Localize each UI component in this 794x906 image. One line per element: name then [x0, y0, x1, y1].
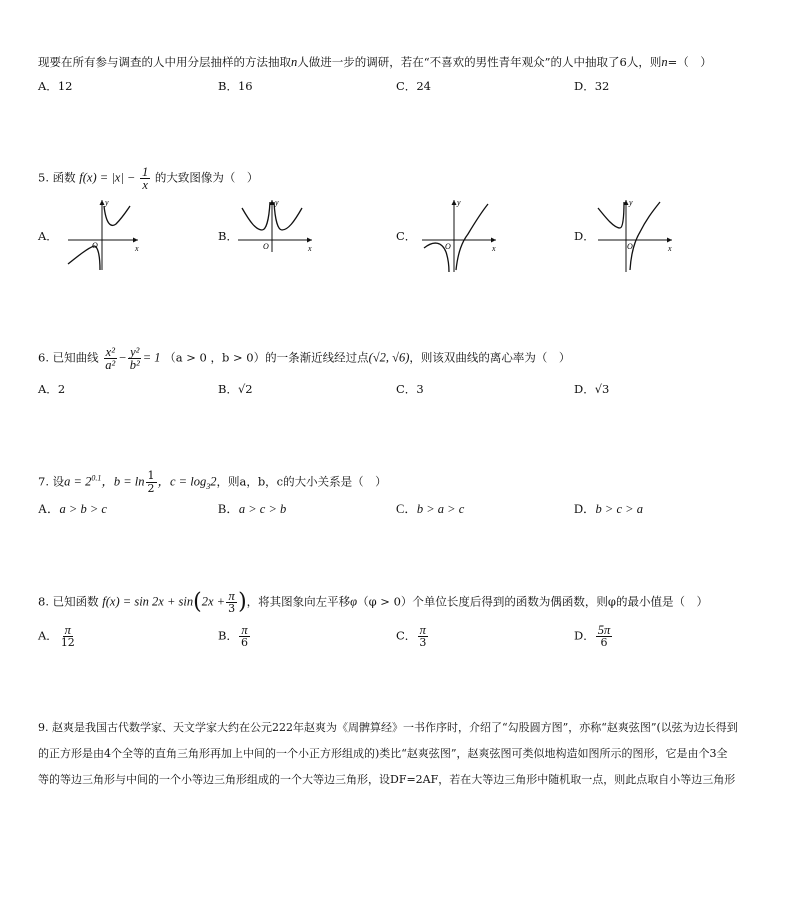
q5-option-b-label[interactable]: B． [218, 229, 238, 243]
axis-x-label: x [135, 244, 139, 253]
q8-option-c[interactable]: C． $\frac{\pi}{3}$ [396, 623, 427, 649]
axis-x-label: x [308, 244, 312, 253]
q8-suffix: 个单位长度后得到的函数为偶函数，则φ的最小值是（ ） [412, 594, 708, 609]
q6-option-d[interactable]: D．√3 [574, 382, 610, 396]
q6-option-a[interactable]: A．2 [38, 382, 66, 396]
q4-stem [38, 54, 712, 70]
q9-line-3: 等的等边三角形与中间的一个小等边三角形组成的一个大等边三角形，设DF=2AF，若在大等边三角形中随机取一点，则此点取自小等边三角形 [38, 773, 736, 786]
q8-option-a[interactable]: A． $\frac{\pi}{12}$ [38, 623, 75, 649]
q8-condition: （φ > 0） [357, 594, 413, 609]
q4-option-c[interactable]: C．24 [396, 79, 431, 93]
q8-mid: ，将其图象向左平移 [246, 594, 351, 609]
q5-graph-b[interactable] [236, 196, 316, 256]
origin-label: O [92, 241, 98, 250]
q7-c: ，c = log [157, 474, 207, 489]
axis-x-label: x [668, 244, 672, 253]
axis-x-label: x [492, 244, 496, 253]
q6-minus: − [118, 350, 127, 365]
q6-fraction-x: $\frac{\text{x²}}{\text{a²}}$ [105, 345, 116, 372]
q5-option-d-label[interactable]: D． [574, 229, 595, 243]
q6-option-c[interactable]: C．3 [396, 382, 424, 396]
q6-fraction-y: $\frac{\text{y²}}{\text{b²}}$ [129, 345, 140, 372]
origin-label: O [445, 242, 451, 251]
q7-option-c[interactable]: C．b > a > c [396, 502, 465, 516]
q7-a-exponent: 0.1 [91, 473, 102, 483]
q4-option-b[interactable]: B．16 [218, 79, 253, 93]
q5-graph-a[interactable] [64, 196, 144, 272]
q7-c-base: 3 [206, 481, 211, 491]
q8-function: f(x) = sin 2x + sin [102, 594, 194, 609]
q6-option-b[interactable]: B．√2 [218, 382, 253, 396]
q7-fraction: $\frac{1}{2}$ [147, 469, 155, 495]
q7-b: ，b = ln [101, 474, 145, 489]
q7-c-arg: 2 [210, 474, 217, 489]
q5-graph-d[interactable] [594, 196, 676, 274]
origin-label: O [263, 242, 269, 251]
q5-fraction: $\frac{1}{x}$ [141, 165, 149, 192]
q8-option-b[interactable]: B． $\frac{\pi}{6}$ [218, 623, 248, 649]
q8-option-d[interactable]: D． $\frac{5\pi}{6}$ [574, 623, 611, 649]
q7-stem [38, 470, 387, 495]
q8-inner: 2x + [201, 594, 226, 609]
q8-phi: φ [350, 594, 358, 609]
q6-point: (√2, √6) [368, 350, 410, 365]
origin-label: O [627, 242, 633, 251]
q6-label: 6. 已知曲线 [38, 350, 99, 365]
q5-label: 5. 函数 [38, 170, 76, 185]
axis-y-label: y [629, 198, 633, 207]
q7-option-a[interactable]: A．a > b > c [38, 502, 107, 516]
q6-suffix: ，则该双曲线的离心率为（ ） [409, 350, 571, 365]
q6-condition: （a > 0 ，b > 0）的一条渐近线经过点 [164, 350, 369, 365]
q7-suffix: ，则a，b，c的大小关系是（ ） [216, 474, 387, 489]
q5-graph-c[interactable] [418, 196, 500, 274]
q7-option-d[interactable]: D．b > c > a [574, 502, 643, 516]
q4-option-a[interactable]: A．12 [38, 79, 73, 93]
q6-stem [38, 346, 570, 371]
var-n: n [661, 55, 668, 69]
q5-option-c-label[interactable]: C． [396, 229, 417, 243]
q7-label: 7. 设 [38, 474, 65, 489]
q5-suffix: 的大致图像为（ ） [154, 170, 259, 185]
q8-stem: 8. 已知函数 f(x) = sin 2x + sin(2x + $\frac{\pi}{3}$ )，将其图象向左平移φ（φ > 0）个单位长度后得到的函数为偶函数，则φ的最小值是（ ） [38, 589, 708, 615]
q8-label: 8. 已知函数 [38, 594, 99, 609]
axis-y-label: y [105, 198, 109, 207]
q9-line-1: 9. 赵爽是我国古代数学家、天文学家大约在公元222年赵爽为《周髀算经》一书作序时，介绍了“勾股圆方图”，亦称“赵爽弦图”(以弦为边长得到 [38, 721, 738, 734]
axis-y-label: y [457, 198, 461, 207]
q4-text-end: =（ ） [667, 55, 712, 69]
q9-line-2: 的正方形是由4个全等的直角三角形再加上中间的一个小正方形组成的)类比“赵爽弦图”，赵爽弦图可类似地构造如图所示的图形，它是由个3全 [38, 747, 728, 760]
q5-function: f(x) = |x| − [79, 170, 136, 185]
q4-text: 现要在所有参与调查的人中用分层抽样的方法抽取 [38, 55, 291, 69]
q4-text-mid: 人做进一步的调研，若在“不喜欢的男性青年观众”的人中抽取了6人，则 [297, 55, 662, 69]
q8-fraction: $\frac{\pi}{3}$ [228, 589, 236, 615]
q5-stem [38, 166, 258, 191]
q6-eq: = 1 [142, 350, 161, 365]
axis-y-label: y [275, 198, 279, 207]
q4-option-d[interactable]: D．32 [574, 79, 610, 93]
var-n: n [291, 55, 298, 69]
q5-option-a-label[interactable]: A． [38, 229, 58, 243]
q7-option-b[interactable]: B．a > c > b [218, 502, 287, 516]
q7-a: a = 2 [64, 474, 92, 489]
